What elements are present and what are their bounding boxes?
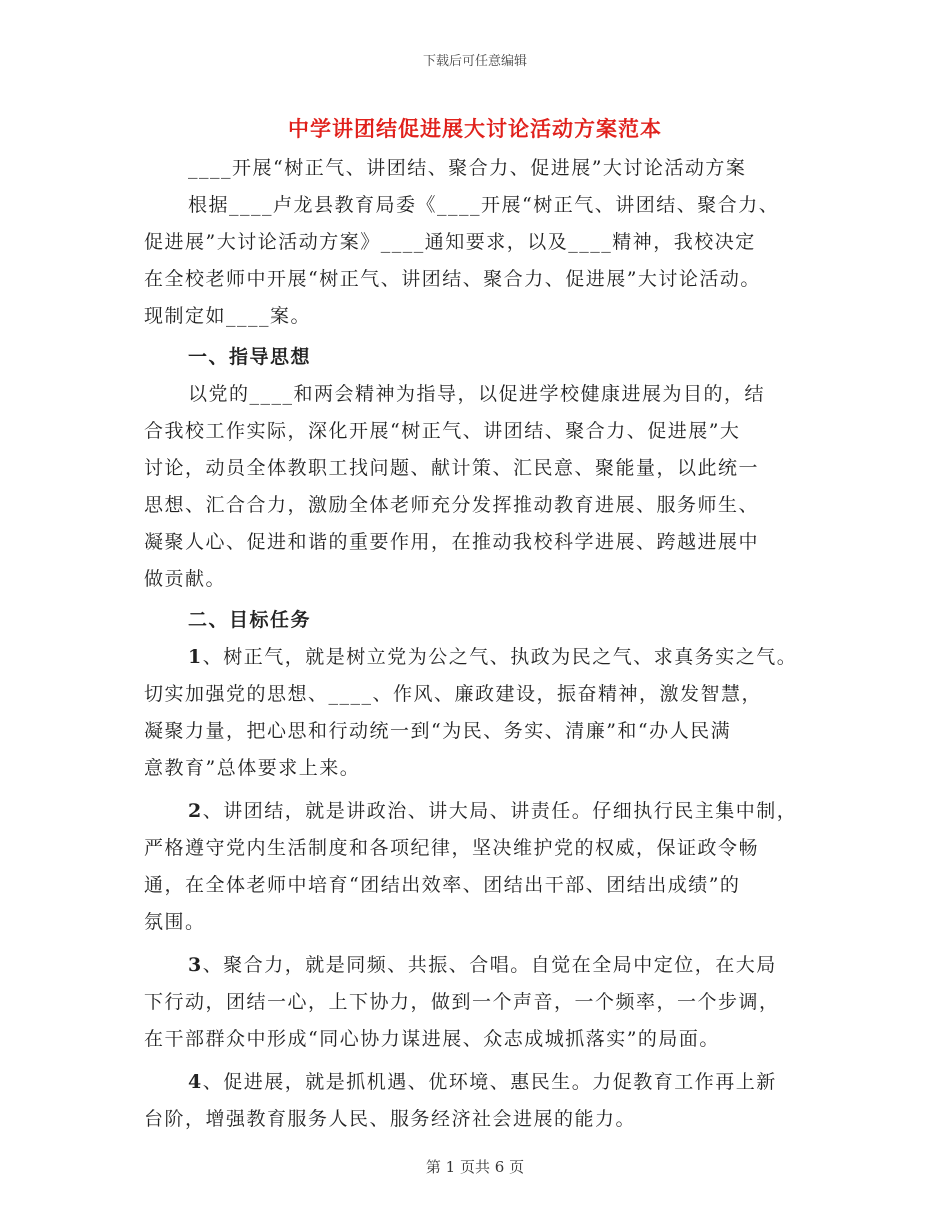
page-footer: 第 1 页共 6 页 (425, 1158, 525, 1176)
section-heading-guiding: 一、指导思想 (188, 346, 312, 368)
intro-line: 促进展”大讨论活动方案》____通知要求，以及____精神，我校决定 (144, 231, 756, 253)
goal-item-number: 1 (188, 646, 203, 668)
goal-item-first-line (144, 793, 814, 830)
intro-line: 在全校老师中开展“树正气、讲团结、聚合力、促进展”大讨论活动。 (144, 268, 761, 290)
section-line: 思想、汇合合力，激励全体老师充分发挥推动教育进展、服务师生、 (144, 494, 760, 516)
goal-item-line: 在干部群众中形成“同心协力谋进展、众志成城抓落实”的局面。 (144, 1028, 720, 1050)
intro-line: 根据____卢龙县教育局委《____开展“树正气、讲团结、聚合力、 (188, 194, 780, 216)
section-line: 以党的____和两会精神为指导，以促进学校健康进展为目的，结 (188, 383, 766, 405)
goal-item-first-line (144, 1064, 814, 1101)
goal-item-line: 通，在全体老师中培育“团结出效率、团结出干部、团结出成绩”的 (144, 874, 741, 896)
goal-item-first-line (144, 639, 814, 676)
intro-line: ____开展“树正气、讲团结、聚合力、促进展”大讨论活动方案 (188, 157, 747, 179)
intro-line: 现制定如____案。 (144, 305, 312, 327)
section-line: 做贡献。 (144, 568, 227, 590)
goal-item-first-line (144, 947, 814, 984)
goal-item-number: 2 (188, 800, 203, 822)
section-heading-goals: 二、目标任务 (188, 609, 312, 631)
goal-item-number: 3 (188, 954, 203, 976)
goal-item-line: 严格遵守党内生活制度和各项纪律，坚决维护党的权威，保证政令畅 (144, 837, 760, 859)
goal-item-line: 台阶，增强教育服务人民、服务经济社会进展的能力。 (144, 1108, 637, 1130)
goal-item-line: 意教育”总体要求上来。 (144, 757, 361, 779)
section-line: 合我校工作实际，深化开展“树正气、讲团结、聚合力、促进展”大 (144, 420, 741, 442)
header-note: 下载后可任意编辑 (422, 54, 527, 69)
section-line: 讨论，动员全体教职工找问题、献计策、汇民意、聚能量，以此统一 (144, 457, 760, 479)
section-line: 凝聚人心、促进和谐的重要作用，在推动我校科学进展、跨越进展中 (144, 531, 760, 553)
goal-item-text: 、促进展，就是抓机遇、优环境、惠民生。力促教育工作再上新 (202, 1071, 777, 1093)
goal-item-line: 凝聚力量，把心思和行动统一到“为民、务实、清廉”和“办人民满 (144, 720, 732, 742)
document-body (144, 150, 814, 1138)
goal-item-line: 切实加强党的思想、____、作风、廉政建设，振奋精神，激发智慧， (144, 683, 763, 705)
goal-item-text: 、聚合力，就是同频、共振、合唱。自觉在全局中定位，在大局 (202, 954, 777, 976)
goal-item-line: 下行动，团结一心，上下协力，做到一个声音，一个频率，一个步调， (144, 991, 780, 1013)
goal-item-text: 、树正气，就是树立党为公之气、执政为民之气、求真务实之气。 (202, 646, 798, 668)
goal-item-line: 氛围。 (144, 911, 206, 933)
goal-item-text: 、讲团结，就是讲政治、讲大局、讲责任。仔细执行民主集中制， (202, 800, 798, 822)
document-title: 中学讲团结促进展大讨论活动方案范本 (288, 116, 662, 141)
goal-item-number: 4 (188, 1071, 203, 1093)
